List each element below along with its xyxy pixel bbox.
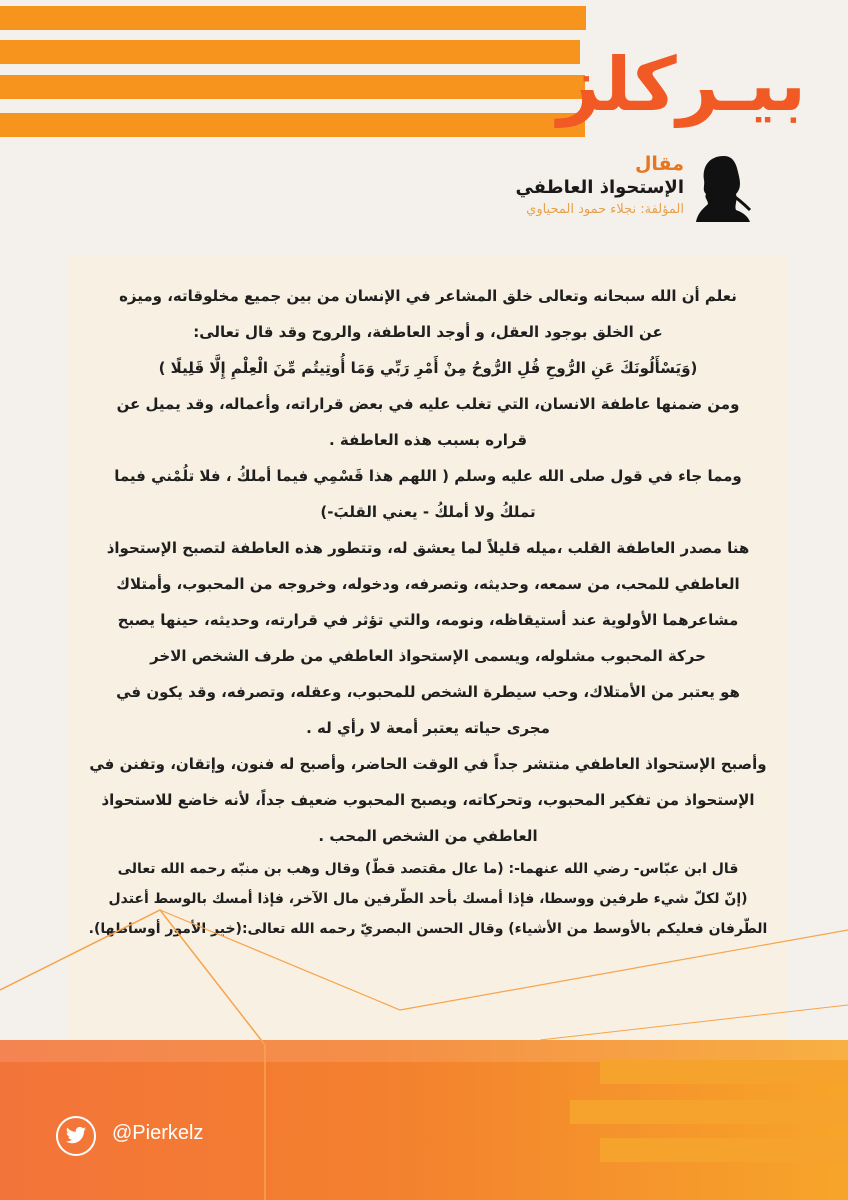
article-author: المؤلفة: نجلاء حمود المحياوي [526,202,684,217]
article-line: (وَيَسْأَلُونَكَ عَنِ الرُّوحِ قُلِ الرُّوحُ مِنْ أَمْرِ رَبِّي وَمَا أُوتِيتُم مِّنَ الْعِلْمِ إِلَّا قَلِيلًا ) [158,359,698,377]
article-category: مقال [634,153,684,175]
article-line: هو يعتبر من الأمتلاك، وحب سيطرة الشخص للمحبوب، وعقله، وتصرفه، وقد يكون في [116,683,740,701]
article-line: مشاعرهما الأولوية عند أستيقاظه، ونومه، والتي تؤثر في قرارته، وحديثه، حينها يصبح [117,611,739,629]
brand-logo: بيـركلز [557,42,806,128]
quote-line: الطّرفان فعليكم بالأوسط من الأشياء) وقال الحسن البصريّ رحمه الله تعالى:(خير الأمور أوساطها). [88,921,768,937]
article-line: عن الخلق بوجود العقل، و أوجد العاطفة، والروح وقد قال تعالى: [193,323,663,341]
decor-stripe-4 [0,113,585,137]
quote-line: (إنّ لكلّ شيء طرفين ووسطا، فإذا أمسك بأحد الطّرفين مال الآخر، فإذا أمسك بالوسط أعتدل [108,891,748,907]
article-title: الإستحواذ العاطفي [515,177,684,198]
article-line: العاطفي للمحب، من سمعه، وحديثه، وتصرفه، ودخوله، وخروجه من المحبوب، وأمتلاك [116,575,740,593]
twitter-button[interactable] [56,1116,96,1156]
article-line: نعلم أن الله سبحانه وتعالى خلق المشاعر في الإنسان من بين جميع مخلوقاته، وميزه [119,287,737,305]
article-line: ومن ضمنها عاطفة الانسان، التي تغلب عليه في بعض قراراته، وأعماله، وقد يميل عن [116,395,740,413]
footer-highlight [0,1040,848,1062]
article-line: ومما جاء في قول صلى الله عليه وسلم ( اللهم هذا قَسْمِي فيما أملكُ ، فلا تلُمْني فيما [114,467,742,485]
article-body [72,278,784,944]
decor-stripe-2 [0,40,580,64]
quote-line: قال ابن عبّاس- رضي الله عنهما-: (ما عال مقتصد قطّ) وقال وهب بن منبّه رحمه الله تعالى [117,861,739,877]
article-line: وأصبح الإستحواذ العاطفي منتشر جداً في الوقت الحاضر، وأصبح له فنون، وإتقان، وتفنن في [89,755,767,773]
decor-stripe-1 [0,6,586,30]
author-silhouette-icon [694,152,752,226]
article-line: الإستحواذ من تفكير المحبوب، وتحركاته، ويصبح المحبوب ضعيف جداً، لأنه خاضع للاستحواذ [101,791,755,809]
decor-stripe-3 [0,75,585,99]
article-line: العاطفي من الشخص المحب . [318,827,538,845]
footer-band [0,1040,848,1200]
article-line: مجرى حياته يعتبر أمعة لا رأي له . [306,719,550,737]
twitter-icon [65,1126,87,1146]
article-line: حركة المحبوب مشلوله، ويسمى الإستحواذ العاطفي من طرف الشخص الاخر [150,647,706,665]
article-header [515,152,684,220]
article-line: هنا مصدر العاطفة القلب ،ميله قليلاً لما يعشق له، وتتطور هذه العاطفة لتصبح الإستحواذ [106,539,750,557]
article-line: قراره بسبب هذه العاطفة . [328,431,528,449]
twitter-handle[interactable]: @Pierkelz [112,1122,204,1144]
article-line: تملكُ ولا أملكُ - يعني القلبَ-) [320,503,536,521]
